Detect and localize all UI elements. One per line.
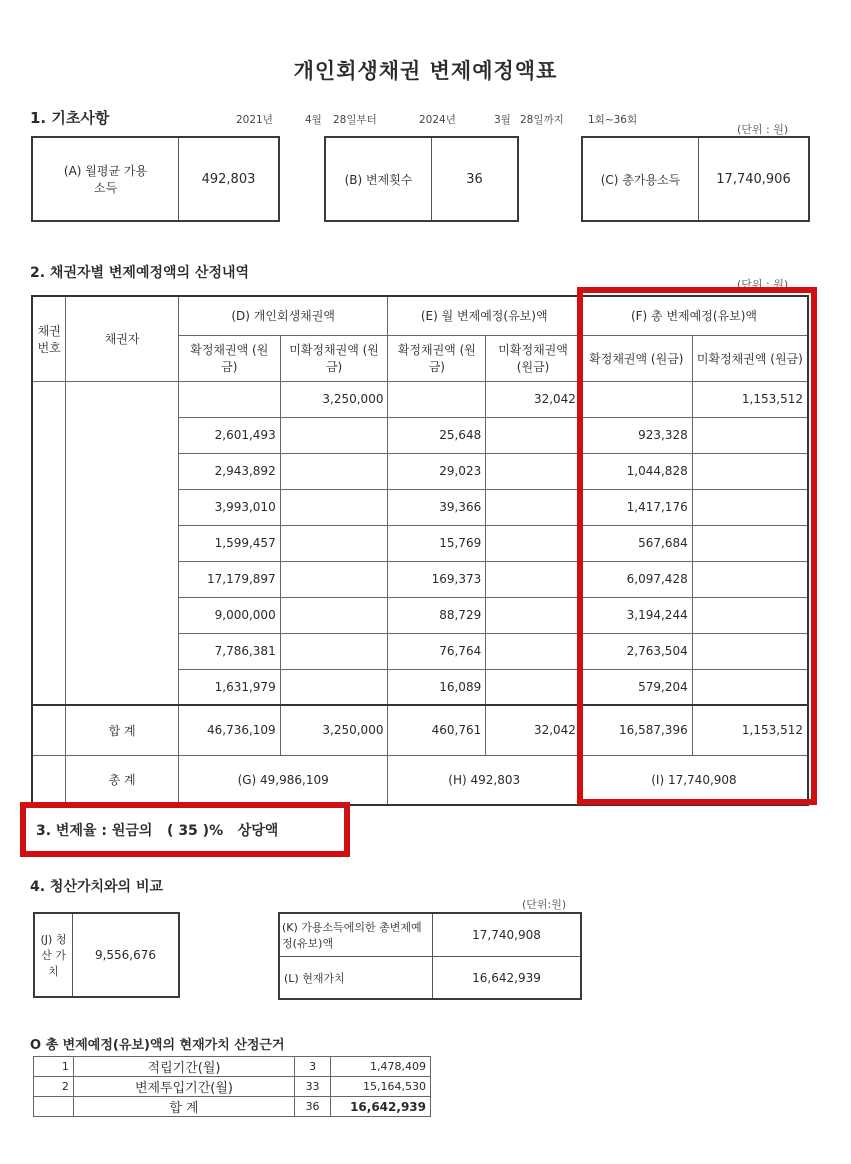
section2-heading: 2. 채권자별 변제예정액의 산정내역 — [30, 265, 250, 281]
cell-d1: 3,993,010 — [178, 489, 280, 525]
cell-f1: 2,763,504 — [580, 633, 692, 669]
cell-e1 — [388, 381, 486, 417]
total-i: (I) 17,740,908 — [580, 755, 808, 805]
col-d-confirmed: 확정채권액 (원금) — [178, 335, 280, 381]
creditor-name-cell — [66, 525, 178, 561]
pv-no: 2 — [34, 1077, 74, 1097]
cell-f1: 1,417,176 — [580, 489, 692, 525]
pv-row — [34, 1077, 431, 1097]
box-j-label: (J) 청산 가치 — [40, 933, 67, 978]
cell-e2 — [486, 561, 581, 597]
cell-f1: 6,097,428 — [580, 561, 692, 597]
cell-d2: 3,250,000 — [280, 381, 388, 417]
box-b-label: (B) 변제횟수 — [344, 172, 413, 187]
cell-f1: 567,684 — [580, 525, 692, 561]
cell-f2: 1,153,512 — [692, 381, 808, 417]
cell-d2 — [280, 417, 388, 453]
col-f-confirmed: 확정채권액 (원금) — [580, 335, 692, 381]
document-title: 개인회생채권 변제예정액표 — [293, 59, 558, 83]
pv-label: 합 계 — [73, 1097, 294, 1117]
box-c — [581, 136, 810, 222]
creditor-name-cell — [66, 381, 178, 417]
creditor-no-cell — [32, 669, 66, 705]
cell-d1: 17,179,897 — [178, 561, 280, 597]
box-j — [33, 912, 180, 998]
cell-e1: 16,089 — [388, 669, 486, 705]
box-l-value: 16,642,939 — [472, 970, 541, 985]
cell-e1: 76,764 — [388, 633, 486, 669]
col-e-unconfirmed: 미확정채권액 (원금) — [486, 335, 581, 381]
cell-e2 — [486, 417, 581, 453]
cell-e2 — [486, 489, 581, 525]
repayment-rate-text: 3. 변제율 : 원금의 ( 35 )% 상당액 — [36, 823, 279, 839]
cell-d1: 1,631,979 — [178, 669, 280, 705]
sum-label: 합 계 — [66, 705, 178, 755]
sum-f1: 16,587,396 — [580, 705, 692, 755]
pv-amount: 15,164,530 — [331, 1077, 431, 1097]
cell-d2 — [280, 561, 388, 597]
pv-months: 36 — [295, 1097, 331, 1117]
cell-e2 — [486, 453, 581, 489]
period-end-month: 3월 — [494, 114, 511, 126]
cell-e1: 39,366 — [388, 489, 486, 525]
cell-e1: 15,769 — [388, 525, 486, 561]
box-a-value: 492,803 — [201, 171, 256, 187]
creditor-name-cell — [66, 669, 178, 705]
col-e-confirmed: 확정채권액 (원금) — [388, 335, 486, 381]
cell-e1: 29,023 — [388, 453, 486, 489]
pv-months: 33 — [295, 1077, 331, 1097]
cell-d2 — [280, 525, 388, 561]
period-start-year: 2021년 — [236, 114, 273, 126]
pv-amount: 1,478,409 — [331, 1057, 431, 1077]
creditor-no-cell — [32, 525, 66, 561]
creditor-no-cell — [32, 489, 66, 525]
col-f-unconfirmed: 미확정채권액 (원금) — [692, 335, 808, 381]
total-label: 총 계 — [66, 755, 178, 805]
cell-d1: 1,599,457 — [178, 525, 280, 561]
cell-f1: 1,044,828 — [580, 453, 692, 489]
sum-e1: 460,761 — [388, 705, 486, 755]
section2-unit: (단위 : 원) — [737, 278, 789, 291]
box-b-value: 36 — [466, 171, 483, 187]
cell-d2 — [280, 489, 388, 525]
creditor-name-cell — [66, 561, 178, 597]
cell-e2 — [486, 669, 581, 705]
col-f-header: (F) 총 변제예정(유보)액 — [580, 296, 808, 335]
cell-f1: 579,204 — [580, 669, 692, 705]
section1-unit: (단위 : 원) — [737, 123, 789, 136]
period-start-month: 4월 — [305, 114, 322, 126]
creditor-no-cell — [32, 417, 66, 453]
cell-d2 — [280, 453, 388, 489]
pv-no: 1 — [34, 1057, 74, 1077]
box-j-value: 9,556,676 — [94, 948, 157, 962]
cell-d1: 7,786,381 — [178, 633, 280, 669]
pv-row — [34, 1057, 431, 1077]
cell-e2 — [486, 633, 581, 669]
col-d-unconfirmed: 미확정채권액 (원금) — [280, 335, 388, 381]
present-value-table — [33, 1056, 431, 1117]
cell-e2 — [486, 597, 581, 633]
cell-f1: 3,194,244 — [580, 597, 692, 633]
sum-d1: 46,736,109 — [178, 705, 280, 755]
col-e-header: (E) 월 변제예정(유보)액 — [388, 296, 580, 335]
cell-d1: 2,943,892 — [178, 453, 280, 489]
creditor-name-cell — [66, 633, 178, 669]
box-kl — [278, 912, 582, 1000]
section4-heading: 4. 청산가치와의 비교 — [30, 879, 163, 895]
creditor-no-cell — [32, 381, 66, 417]
box-k-label: (K) 가용소득에의한 총변제예정(유보)액 — [282, 921, 422, 950]
col-creditor-name: 채권자 — [66, 296, 178, 381]
col-creditor-no: 채권 번호 — [32, 296, 66, 381]
creditor-name-cell — [66, 453, 178, 489]
period-range: 1회~36회 — [588, 114, 638, 126]
creditor-name-cell — [66, 489, 178, 525]
col-d-header: (D) 개인회생채권액 — [178, 296, 388, 335]
pv-row — [34, 1097, 431, 1117]
highlight-f-column — [577, 287, 817, 805]
pv-no — [34, 1097, 74, 1117]
cell-d1: 9,000,000 — [178, 597, 280, 633]
pv-amount: 16,642,939 — [331, 1097, 431, 1117]
section1-heading: 1. 기초사항 — [30, 109, 110, 127]
box-a — [31, 136, 280, 222]
creditor-name-cell — [66, 597, 178, 633]
total-h: (H) 492,803 — [388, 755, 580, 805]
cell-e2 — [486, 525, 581, 561]
box-c-label: (C) 총가용소득 — [600, 172, 681, 187]
box-l-label: (L) 현재가치 — [284, 971, 345, 985]
pv-label: 변제투입기간(월) — [73, 1077, 294, 1097]
creditor-no-cell — [32, 453, 66, 489]
cell-e1: 25,648 — [388, 417, 486, 453]
period-end-year: 2024년 — [419, 114, 456, 126]
cell-f1: 923,328 — [580, 417, 692, 453]
cell-d2 — [280, 669, 388, 705]
box-c-value: 17,740,906 — [716, 171, 791, 187]
total-g: (G) 49,986,109 — [178, 755, 388, 805]
creditor-no-cell — [32, 597, 66, 633]
box-a-label: (A) 월평균 가용소득 — [63, 164, 148, 195]
box-b — [324, 136, 519, 222]
cell-e1: 169,373 — [388, 561, 486, 597]
pv-months: 3 — [295, 1057, 331, 1077]
sum-d2: 3,250,000 — [280, 705, 388, 755]
box-k-value: 17,740,908 — [472, 928, 541, 942]
cell-e1: 88,729 — [388, 597, 486, 633]
cell-d2 — [280, 597, 388, 633]
cell-d1: 2,601,493 — [178, 417, 280, 453]
period-start-day: 28일부터 — [333, 114, 377, 126]
sum-f2: 1,153,512 — [692, 705, 808, 755]
cell-e2: 32,042 — [486, 381, 581, 417]
sum-e2: 32,042 — [486, 705, 581, 755]
cell-d1 — [178, 381, 280, 417]
pv-label: 적립기간(월) — [73, 1057, 294, 1077]
period-end-day: 28일까지 — [520, 114, 564, 126]
cell-d2 — [280, 633, 388, 669]
section5-heading: O 총 변제예정(유보)액의 현재가치 산정근거 — [30, 1038, 285, 1053]
creditor-no-cell — [32, 633, 66, 669]
section4-unit: (단위:원) — [522, 898, 567, 911]
creditor-name-cell — [66, 417, 178, 453]
creditor-no-cell — [32, 561, 66, 597]
